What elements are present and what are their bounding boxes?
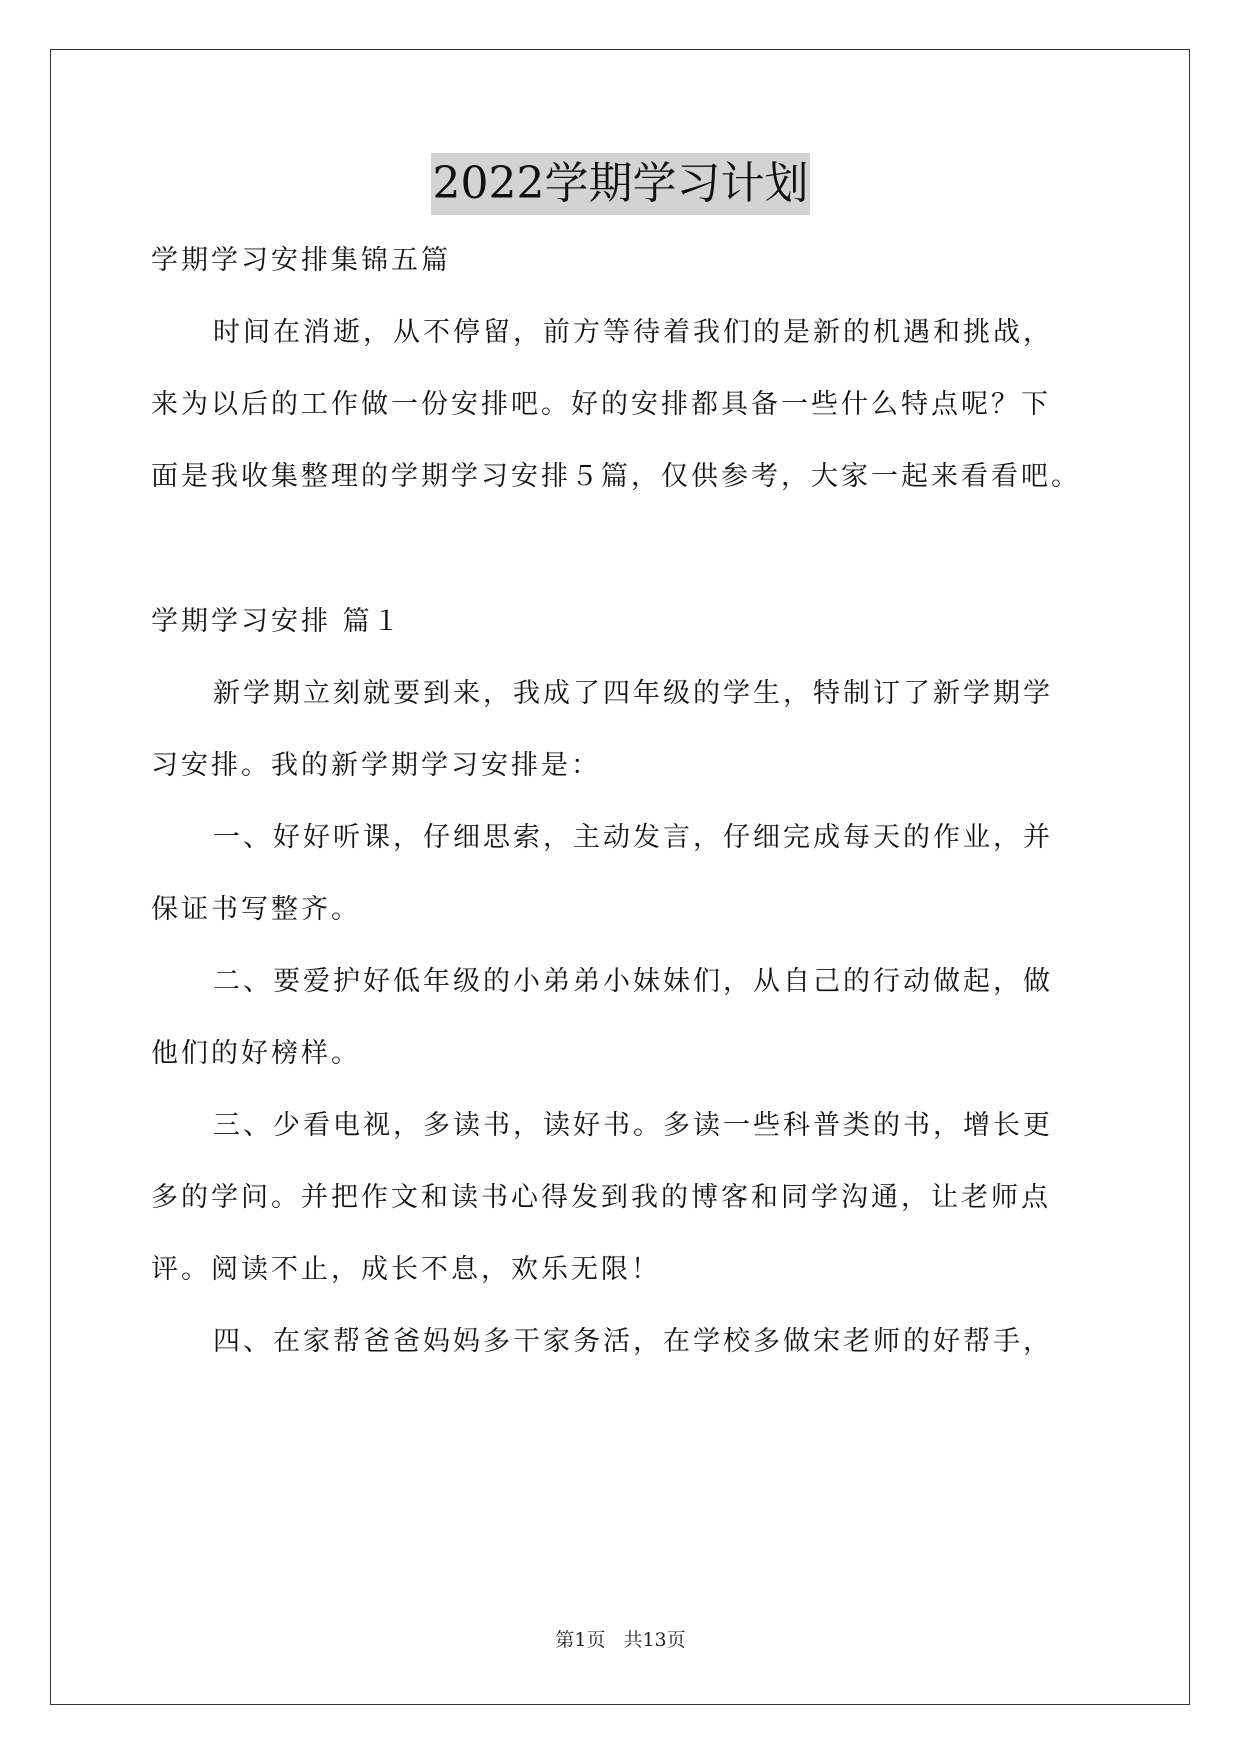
page-border <box>50 49 1190 1705</box>
paragraph-line: 二、要爱护好低年级的小弟弟小妹妹们，从自己的行动做起，做 <box>213 966 1053 997</box>
subtitle: 学期学习安排集锦五篇 <box>151 245 451 276</box>
paragraph-line: 他们的好榜样。 <box>151 1038 361 1069</box>
paragraph-line: 三、少看电视，多读书，读好书。多读一些科普类的书，增长更 <box>213 1110 1053 1141</box>
paragraph-line: 四、在家帮爸爸妈妈多干家务活，在学校多做宋老师的好帮手， <box>213 1326 1053 1357</box>
paragraph-line: 面是我收集整理的学期学习安排５篇，仅供参考，大家一起来看看吧。 <box>151 461 1081 492</box>
paragraph-line: 评。阅读不止，成长不息，欢乐无限！ <box>151 1254 661 1285</box>
page-number: 第1页 <box>555 1629 606 1651</box>
paragraph-line: 来为以后的工作做一份安排吧。好的安排都具备一些什么特点呢？下 <box>151 389 1051 420</box>
paragraph-line: 新学期立刻就要到来，我成了四年级的学生，特制订了新学期学 <box>213 678 1053 709</box>
page-total: 共13页 <box>623 1629 686 1651</box>
paragraph-line: 多的学问。并把作文和读书心得发到我的博客和同学沟通，让老师点 <box>151 1182 1051 1213</box>
document-title: 2022学期学习计划 <box>431 153 811 215</box>
document-title-block <box>0 153 1241 215</box>
paragraph-line: 时间在消逝，从不停留，前方等待着我们的是新的机遇和挑战， <box>213 317 1053 348</box>
paragraph-line: 保证书写整齐。 <box>151 894 361 925</box>
section-heading: 学期学习安排 篇１ <box>151 606 403 637</box>
page-footer <box>0 1627 1241 1653</box>
paragraph-line: 一、好好听课，仔细思索，主动发言，仔细完成每天的作业，并 <box>213 822 1053 853</box>
paragraph-line: 习安排。我的新学期学习安排是： <box>151 750 601 781</box>
